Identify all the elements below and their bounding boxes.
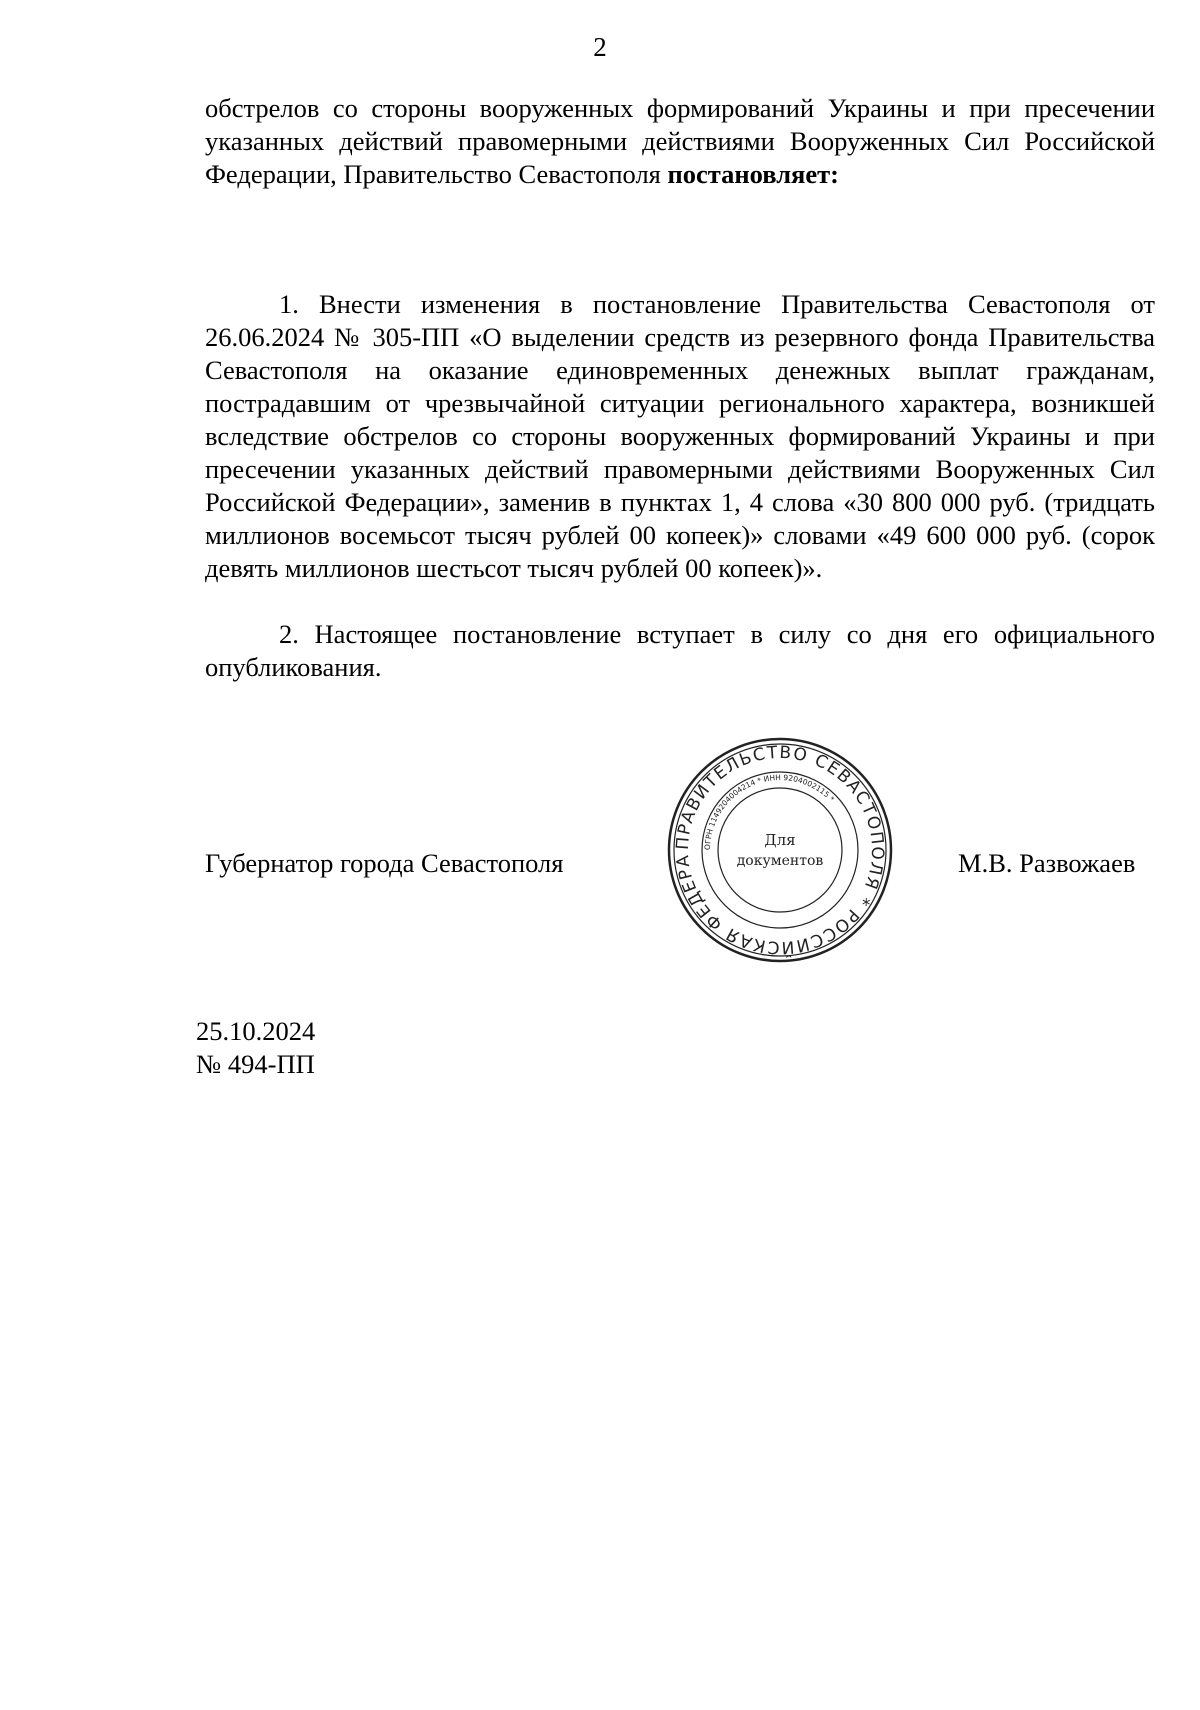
paragraph-1: 1. Внести изменения в постановление Правительства Севастополя от 26.06.2024 № 305-ПП «О выделении средств из резервного фонда Правительства Севастополя на оказание единовременных денежных выплат гражданам, пострадавшим от чрезвычайной ситуации регионального характера, возникшей вследствие обстрелов со стороны вооруженных формирований Украины и при пресечении указанных действий правомерными действиями Вооруженных Сил Российской Федерации», заменив в пунктах 1, 4 слова «30 800 000 руб. (тридцать миллионов восемьсот тысяч рублей 00 копеек)» словами «49 600 000 руб. (сорок девять миллионов шестьсот тысяч рублей 00 копеек)». <box>205 289 1155 583</box>
seal-inner-text: ОГРН 1149204004214 * ИНН 9204002115 * <box>702 772 837 851</box>
intro-text: обстрелов со стороны вооруженных формирований Украины и при пресечении указанных действий правомерными действиями Вооруженных Сил Российской Федерации, Правительство Севастополя <box>205 93 1155 189</box>
seal-icon <box>665 735 895 965</box>
page-number: 2 <box>593 32 607 62</box>
decision-word: постановляет: <box>667 159 839 189</box>
seal-outer-text: ПРАВИТЕЛЬСТВО СЕВАСТОПОЛЯ * РОССИЙСКАЯ ФЕДЕРА <box>672 742 888 958</box>
seal-center-line-2: документов <box>736 853 824 869</box>
official-seal <box>665 735 895 965</box>
intro-paragraph <box>205 92 1155 191</box>
signatory-name: М.В. Развожаев <box>958 848 1136 878</box>
paragraph-2: 2. Настоящее постановление вступает в силу со дня его официального опубликования. <box>205 619 1155 682</box>
document-date: 25.10.2024 <box>196 1016 316 1046</box>
seal-ring-3 <box>702 772 858 928</box>
document-number: № 494-ПП <box>196 1049 315 1079</box>
seal-center-line-1: Для <box>764 831 796 849</box>
signatory-title: Губернатор города Севастополя <box>205 848 564 878</box>
seal-ring-4 <box>718 788 842 912</box>
